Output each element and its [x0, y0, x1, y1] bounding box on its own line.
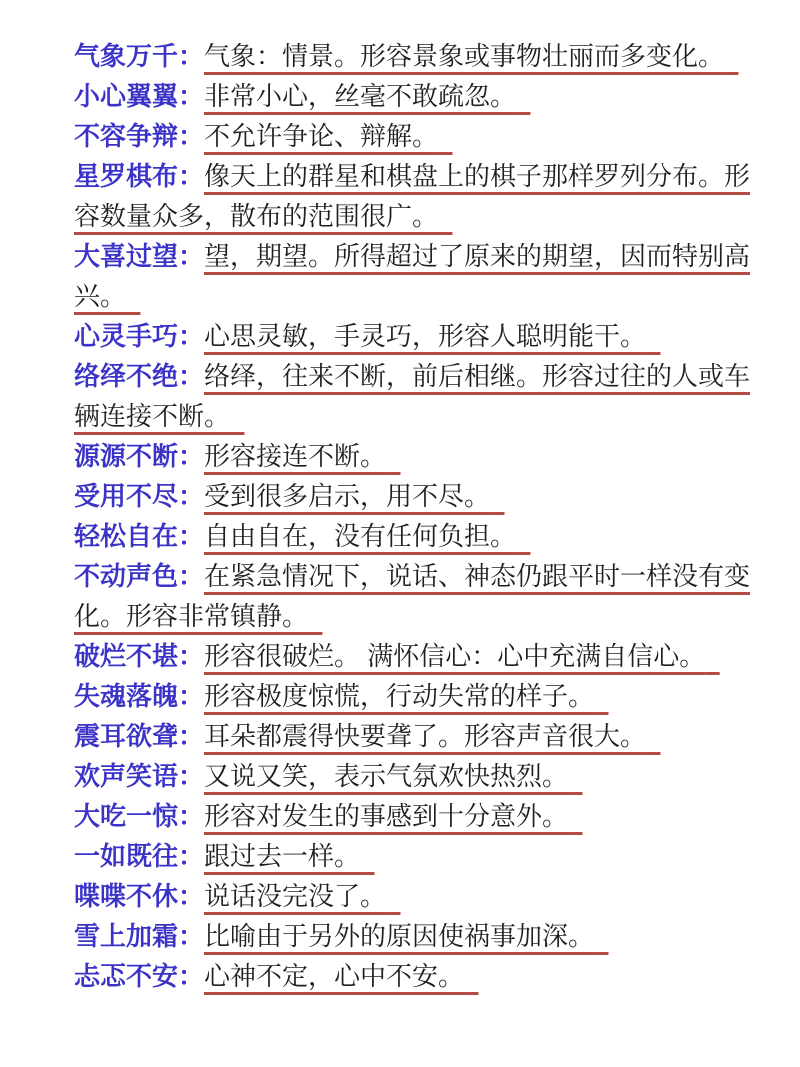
separator-colon: ：: [178, 521, 205, 551]
idiom-term: 源源不断: [74, 441, 179, 471]
separator-colon: ：: [178, 561, 205, 591]
idiom-term: 轻松自在: [74, 521, 179, 551]
list-item: [74, 796, 752, 836]
idiom-term: 大吃一惊: [74, 801, 179, 831]
list-item: [74, 516, 752, 556]
list-item: [74, 156, 752, 236]
separator-colon: ：: [178, 761, 205, 791]
idiom-term: 喋喋不休: [74, 881, 179, 911]
idiom-term: 心灵手巧: [74, 321, 179, 351]
idiom-definition: 非常小心，丝毫不敢疏忽。: [204, 81, 517, 111]
idiom-term: 破烂不堪: [74, 641, 179, 671]
idiom-term: 不动声色: [74, 561, 179, 591]
separator-colon: ：: [178, 841, 205, 871]
list-item: [74, 916, 752, 956]
idiom-term: 大喜过望: [74, 241, 179, 271]
idiom-definition: 气象：情景。形容景象或事物壮丽而多变化。: [204, 41, 725, 71]
idiom-term: 欢声笑语: [74, 761, 179, 791]
separator-colon: ：: [178, 681, 205, 711]
idiom-definition: 受到很多启示，用不尽。: [204, 481, 491, 511]
idiom-definition: 望，期望。所得超过了原来的期望，因而特别高兴。: [74, 241, 751, 311]
list-item: [74, 556, 752, 636]
list-item: [74, 836, 752, 876]
separator-colon: ：: [178, 41, 205, 71]
separator-colon: ：: [178, 961, 205, 991]
separator-colon: ：: [178, 481, 205, 511]
idiom-term: 不容争辩: [74, 121, 179, 151]
idiom-definition: 又说又笑，表示气氛欢快热烈。: [204, 761, 569, 791]
list-item: [74, 876, 752, 916]
idiom-definition: 形容极度惊慌，行动失常的样子。: [204, 681, 595, 711]
list-item: [74, 716, 752, 756]
list-item: [74, 636, 752, 676]
separator-colon: ：: [178, 81, 205, 111]
list-item: [74, 76, 752, 116]
idiom-definition: 形容很破烂。 满怀信心：心中充满自信心。: [204, 641, 706, 671]
idiom-definition: 在紧急情况下，说话、神态仍跟平时一样没有变化。形容非常镇静。: [74, 561, 751, 631]
list-item: [74, 956, 752, 996]
idiom-definition: 络绎，往来不断，前后相继。形容过往的人或车辆连接不断。: [74, 361, 751, 431]
separator-colon: ：: [178, 801, 205, 831]
separator-colon: ：: [178, 121, 205, 151]
list-item: [74, 356, 752, 436]
list-item: [74, 116, 752, 156]
idiom-term: 气象万千: [74, 41, 179, 71]
idiom-term: 失魂落魄: [74, 681, 179, 711]
list-item: [74, 236, 752, 316]
separator-colon: ：: [178, 441, 205, 471]
idiom-definition: 形容接连不断。: [204, 441, 387, 471]
list-item: [74, 756, 752, 796]
idiom-definition: 说话没完没了。: [204, 881, 387, 911]
separator-colon: ：: [178, 881, 205, 911]
idiom-definition: 形容对发生的事感到十分意外。: [204, 801, 569, 831]
separator-colon: ：: [178, 641, 205, 671]
list-item: [74, 676, 752, 716]
idiom-term: 雪上加霜: [74, 921, 179, 951]
definitions-list: [74, 36, 752, 996]
idiom-definition: 自由自在，没有任何负担。: [204, 521, 517, 551]
list-item: [74, 436, 752, 476]
idiom-term: 忐忑不安: [74, 961, 179, 991]
idiom-term: 星罗棋布: [74, 161, 179, 191]
idiom-definition: 跟过去一样。: [204, 841, 361, 871]
idiom-term: 受用不尽: [74, 481, 179, 511]
idiom-term: 络绎不绝: [74, 361, 179, 391]
idiom-definition: 耳朵都震得快要聋了。形容声音很大。: [204, 721, 647, 751]
idiom-definition: 不允许争论、辩解。: [204, 121, 439, 151]
idiom-term: 震耳欲聋: [74, 721, 179, 751]
list-item: [74, 36, 752, 76]
idiom-definition: 心神不定，心中不安。: [204, 961, 465, 991]
list-item: [74, 316, 752, 356]
separator-colon: ：: [178, 241, 205, 271]
idiom-term: 小心翼翼: [74, 81, 179, 111]
separator-colon: ：: [178, 921, 205, 951]
list-item: [74, 476, 752, 516]
idiom-definition: 比喻由于另外的原因使祸事加深。: [204, 921, 595, 951]
separator-colon: ：: [178, 321, 205, 351]
idiom-definition: 像天上的群星和棋盘上的棋子那样罗列分布。形容数量众多，散布的范围很广。: [74, 161, 751, 231]
separator-colon: ：: [178, 721, 205, 751]
idiom-term: 一如既往: [74, 841, 179, 871]
idiom-definition: 心思灵敏，手灵巧，形容人聪明能干。: [204, 321, 647, 351]
separator-colon: ：: [178, 161, 205, 191]
separator-colon: ：: [178, 361, 205, 391]
